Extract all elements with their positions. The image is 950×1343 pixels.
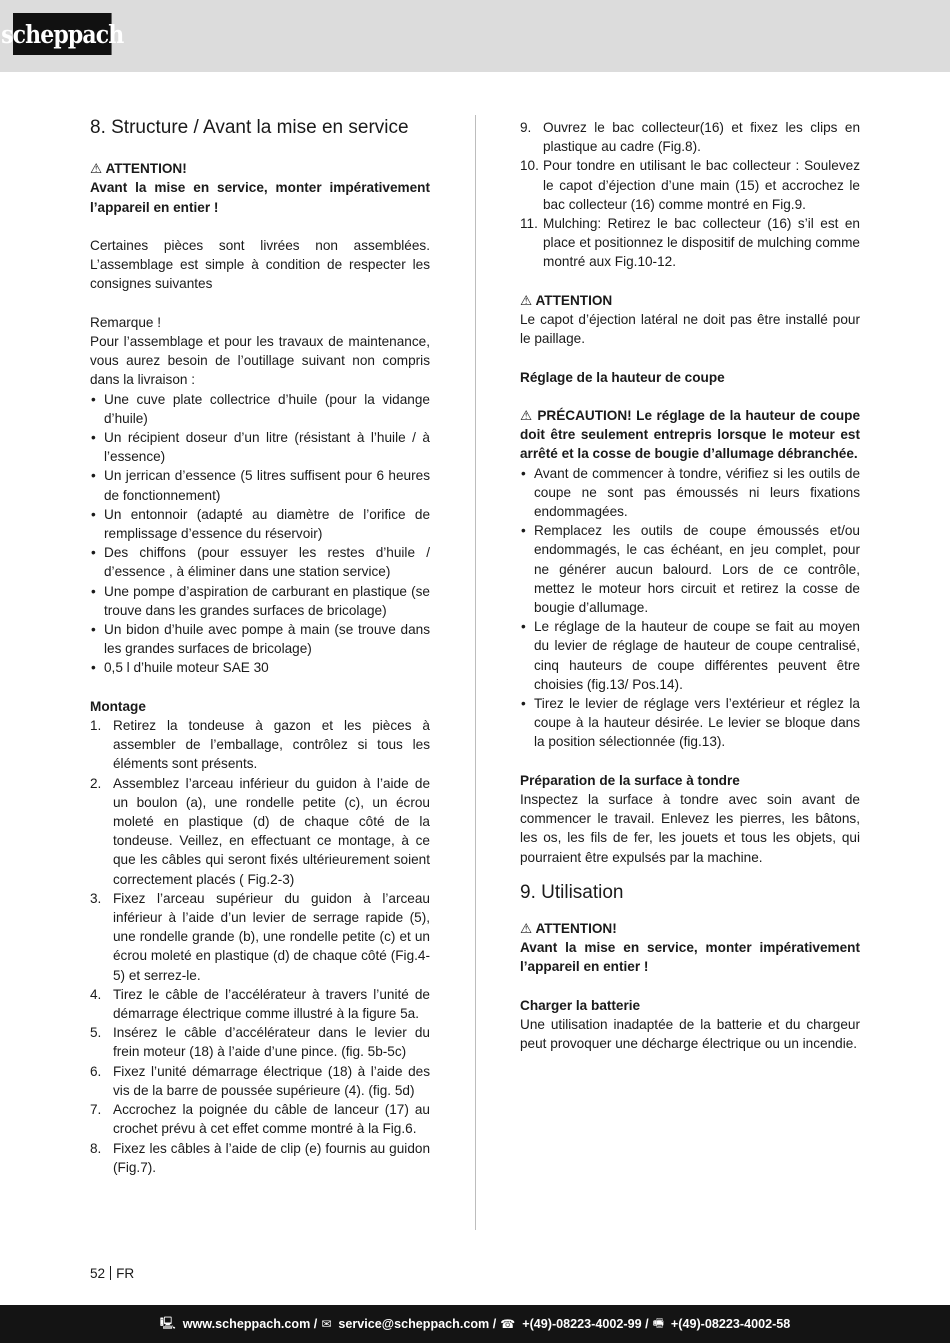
list-item: • Un récipient doseur d’un litre (résistant à l’huile / à l’essence) <box>90 428 430 466</box>
brand-logo: scheppach <box>13 13 112 55</box>
contact-bar <box>0 1305 950 1343</box>
reglage-title: Réglage de la hauteur de coupe <box>520 369 725 385</box>
phone-icon: ☎ <box>500 1317 516 1331</box>
list-item: 1. Retirez la tondeuse à gazon et les pièces à assembler de l’emballage, contrôlez si tous les éléments sont présents. <box>90 718 430 772</box>
warning-icon: ⚠ <box>520 292 533 308</box>
intro-text: Certaines pièces sont livrées non assemblées. L’assemblage est simple à condition de respecter les consignes suivantes <box>90 237 430 292</box>
list-item: 3. Fixez l’arceau supérieur du guidon à l’arceau inférieur à l’aide d’un levier de serrage rapide (5), une rondelle grande (b), une rondelle petite (c) et un écrou moleté en plastique (d) de chaque côté (Fig.4-5) et serrez-le. <box>90 890 430 983</box>
tools-list <box>90 390 430 678</box>
fax-icon: 🖷 <box>652 1315 664 1330</box>
attention-title: ⚠ ATTENTION! <box>90 161 187 177</box>
montage-steps-continued <box>520 118 860 272</box>
warning-icon: ⚠ <box>90 161 103 177</box>
list-item: 6. Fixez l’unité démarrage électrique (18) à l’aide des vis de la barre de poussée supérieure (4). (fig. 5d) <box>90 1063 430 1098</box>
reglage-list <box>520 464 860 752</box>
list-item: • Un jerrican d’essence (5 litres suffisent pour 6 heures de fonctionnement) <box>90 466 430 504</box>
attention3-text: Avant la mise en service, monter impérativement l’appareil en entier ! <box>520 940 860 975</box>
divider <box>110 1266 111 1280</box>
batterie-title: Charger la batterie <box>520 997 641 1013</box>
list-item: • Un bidon d’huile avec pompe à main (se trouve dans les grandes surfaces de bricolage) <box>90 620 430 658</box>
preparation-title: Préparation de la surface à tondre <box>520 772 740 788</box>
right-column <box>520 118 860 1053</box>
list-item: 8. Fixez les câbles à l’aide de clip (e) fournis au guidon (Fig.7). <box>90 1140 430 1175</box>
list-item: 4. Tirez le câble de l’accélérateur à travers l’unité de démarrage électrique comme illustré à la figure 5a. <box>90 986 430 1022</box>
fax-number: +(49)-08223-4002-58 <box>670 1317 791 1331</box>
phone-number: +(49)-08223-4002-99 / <box>522 1317 649 1331</box>
remark-text: Pour l’assemblage et pour les travaux de maintenance, vous aurez besoin de l’outillage suivant non compris dans la livraison : <box>90 333 430 388</box>
list-item: • Des chiffons (pour essuyer les restes d’huile / d’essence , à éliminer dans une station service) <box>90 543 430 581</box>
attention2-text: Le capot d’éjection latéral ne doit pas être installé pour le paillage. <box>520 312 860 347</box>
list-item: 5. Insérez le câble d’accélérateur dans le levier du frein moteur (18) à l’aide d’une pince. (fig. 5b-5c) <box>90 1025 430 1060</box>
batterie-text: Une utilisation inadaptée de la batterie et du chargeur peut provoquer une décharge électrique ou un incendie. <box>520 1016 860 1052</box>
montage-steps <box>90 716 430 1177</box>
column-divider <box>475 115 476 1230</box>
list-item: 2. Assemblez l’arceau inférieur du guidon à l’aide de un boulon (a), une rondelle petite (c), un écrou moleté en plastique (d) de chaque côté de la tondeuse. Veillez, en effectuant ce montage, à ce que les câbles qui seront fixés ultérieurement soient correctement placés ( Fig.2-3) <box>90 775 430 887</box>
attention2-title: ⚠ ATTENTION <box>520 292 613 308</box>
page-number: 52 <box>90 1266 106 1281</box>
remark-title: Remarque ! <box>90 314 162 330</box>
precaution-text: ⚠ PRÉCAUTION! Le réglage de la hauteur de coupe doit être seulement entrepris lorsque le moteur est arrêté et la cosse de bougie d’allumage débranchée. <box>520 408 861 462</box>
email-link[interactable]: service@scheppach.com / <box>338 1317 497 1331</box>
list-item: 10. Pour tondre en utilisant le bac collecteur : Soulevez le capot d’éjection d’une main (15) et accrochez le bac collecteur (16) comme montré en Fig.9. <box>520 158 860 212</box>
list-item: • Tirez le levier de réglage vers l’extérieur et réglez la coupe à la hauteur désirée. Le levier se bloque dans la position sélectionnée (fig.13). <box>520 694 860 752</box>
list-item: 9. Ouvrez le bac collecteur(16) et fixez les clips en plastique au cadre (Fig.8). <box>520 120 860 155</box>
website-link[interactable]: www.scheppach.com / <box>182 1317 318 1331</box>
language-code: FR <box>116 1266 135 1281</box>
email-icon: ✉ <box>321 1317 332 1331</box>
montage-title: Montage <box>90 698 146 714</box>
section-8-heading: 8. Structure / Avant la mise en service <box>90 117 409 138</box>
list-item: 11. Mulching: Retirez le bac collecteur (16) s’il est en place et positionnez le dispositif de mulching comme montré aux Fig.10-12. <box>520 216 860 270</box>
list-item: 7. Accrochez la poignée du câble de lanceur (17) au crochet prévu à cet effet comme montré à la Fig.6. <box>90 1102 430 1137</box>
warning-icon: ⚠ <box>520 920 533 936</box>
list-item: • Avant de commencer à tondre, vérifiez si les outils de coupe ne sont pas émoussés ni leurs fixations endommagées. <box>520 464 860 522</box>
header-bar <box>0 0 950 72</box>
computer-icon: 🖳 <box>159 1315 176 1330</box>
list-item: • Remplacez les outils de coupe émoussés et/ou endommagés, le cas échéant, en jeu complet, pour ne générer aucun balourd. Lors de ce contrôle, mettez le moteur hors circuit et retirez la cosse de bougie d’allumage. <box>520 521 860 617</box>
preparation-text: Inspectez la surface à tondre avec soin avant de commencer le travail. Enlevez les pierres, les bâtons, les os, les fils de fer, les jouets et tous les objets, qui pourraient être expulsés par la machine. <box>520 792 860 865</box>
attention-text: Avant la mise en service, monter impérativement l’appareil en entier ! <box>90 180 430 215</box>
list-item: • Un entonnoir (adapté au diamètre de l’orifice de remplissage d’essence du réservoir) <box>90 505 430 543</box>
list-item: • Une pompe d’aspiration de carburant en plastique (se trouve dans les grandes surfaces de bricolage) <box>90 582 430 620</box>
left-column <box>90 112 430 1177</box>
list-item: • Le réglage de la hauteur de coupe se fait au moyen du levier de réglage de hauteur de coupe centralisé, cinq hauteurs de coupe différentes peuvent être choisies (fig.13/ Pos.14). <box>520 617 860 694</box>
warning-icon: ⚠ <box>520 408 533 423</box>
section-9-heading: 9. Utilisation <box>520 881 624 903</box>
page-footer <box>90 1264 134 1283</box>
list-item: • 0,5 l d’huile moteur SAE 30 <box>90 658 430 677</box>
attention3-title: ⚠ ATTENTION! <box>520 920 617 936</box>
list-item: • Une cuve plate collectrice d’huile (pour la vidange d’huile) <box>90 390 430 428</box>
